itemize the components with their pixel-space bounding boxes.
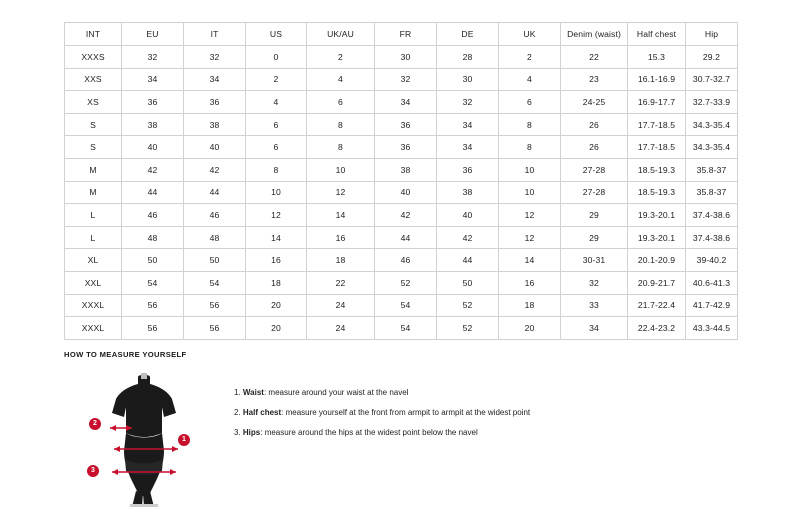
cell-fr: 34 — [375, 91, 437, 114]
cell-uk: 14 — [499, 249, 561, 272]
cell-de: 52 — [437, 317, 499, 340]
cell-denim-waist: 29 — [561, 204, 628, 227]
cell-uk: 8 — [499, 113, 561, 136]
cell-hip: 39-40.2 — [686, 249, 738, 272]
cell-denim-waist: 22 — [561, 46, 628, 69]
cell-eu: 32 — [122, 46, 184, 69]
cell-denim-waist: 23 — [561, 68, 628, 91]
cell-half-chest: 20.1-20.9 — [628, 249, 686, 272]
cell-uk-au: 24 — [307, 294, 375, 317]
cell-int: XXXS — [65, 46, 122, 69]
cell-de: 42 — [437, 226, 499, 249]
cell-de: 36 — [437, 158, 499, 181]
cell-denim-waist: 29 — [561, 226, 628, 249]
instruction-number: 1. — [234, 388, 241, 397]
cell-fr: 40 — [375, 181, 437, 204]
table-row — [65, 113, 738, 136]
cell-eu: 40 — [122, 136, 184, 159]
cell-eu: 56 — [122, 317, 184, 340]
cell-hip: 32.7-33.9 — [686, 91, 738, 114]
cell-de: 32 — [437, 91, 499, 114]
cell-eu: 54 — [122, 271, 184, 294]
cell-uk: 8 — [499, 136, 561, 159]
instruction-term: Waist — [242, 388, 264, 397]
column-header-eu: EU — [122, 23, 184, 46]
cell-hip: 29.2 — [686, 46, 738, 69]
how-to-measure-body — [64, 369, 744, 508]
cell-de: 52 — [437, 294, 499, 317]
cell-uk-au: 4 — [307, 68, 375, 91]
how-to-measure-title: HOW TO MEASURE YOURSELF — [64, 350, 187, 359]
cell-half-chest: 18.5-19.3 — [628, 158, 686, 181]
table-row — [65, 158, 738, 181]
table-row — [65, 46, 738, 69]
cell-eu: 44 — [122, 181, 184, 204]
cell-us: 20 — [246, 294, 307, 317]
cell-uk: 4 — [499, 68, 561, 91]
cell-uk-au: 12 — [307, 181, 375, 204]
list-item — [234, 403, 530, 423]
cell-uk-au: 14 — [307, 204, 375, 227]
cell-it: 48 — [184, 226, 246, 249]
column-header-uk: UK — [499, 23, 561, 46]
table-row — [65, 294, 738, 317]
cell-int: M — [65, 181, 122, 204]
cell-denim-waist: 24-25 — [561, 91, 628, 114]
instruction-term: Half chest — [242, 408, 282, 417]
cell-denim-waist: 33 — [561, 294, 628, 317]
cell-de: 50 — [437, 271, 499, 294]
cell-hip: 41.7-42.9 — [686, 294, 738, 317]
column-header-us: US — [246, 23, 307, 46]
cell-fr: 46 — [375, 249, 437, 272]
cell-denim-waist: 26 — [561, 113, 628, 136]
cell-us: 8 — [246, 158, 307, 181]
cell-hip: 34.3-35.4 — [686, 113, 738, 136]
cell-fr: 54 — [375, 317, 437, 340]
column-header-fr: FR — [375, 23, 437, 46]
cell-denim-waist: 26 — [561, 136, 628, 159]
how-to-measure-section — [64, 350, 744, 508]
column-header-int: INT — [65, 23, 122, 46]
cell-uk: 10 — [499, 181, 561, 204]
cell-us: 16 — [246, 249, 307, 272]
cell-uk: 12 — [499, 204, 561, 227]
cell-it: 46 — [184, 204, 246, 227]
cell-fr: 44 — [375, 226, 437, 249]
cell-half-chest: 18.5-19.3 — [628, 181, 686, 204]
measurement-badge-3: 3 — [87, 465, 99, 477]
cell-hip: 40.6-41.3 — [686, 271, 738, 294]
cell-int: XXXL — [65, 294, 122, 317]
column-header-de: DE — [437, 23, 499, 46]
cell-int: XXS — [65, 68, 122, 91]
column-header-half-chest: Half chest — [628, 23, 686, 46]
cell-de: 38 — [437, 181, 499, 204]
table-row — [65, 271, 738, 294]
cell-uk-au: 16 — [307, 226, 375, 249]
column-header-denim-waist: Denim (waist) — [561, 23, 628, 46]
cell-uk: 16 — [499, 271, 561, 294]
cell-eu: 56 — [122, 294, 184, 317]
cell-int: XXXL — [65, 317, 122, 340]
cell-hip: 43.3-44.5 — [686, 317, 738, 340]
cell-denim-waist: 30-31 — [561, 249, 628, 272]
cell-fr: 38 — [375, 158, 437, 181]
cell-hip: 34.3-35.4 — [686, 136, 738, 159]
cell-denim-waist: 27-28 — [561, 158, 628, 181]
cell-it: 32 — [184, 46, 246, 69]
instruction-term: Hips — [242, 428, 261, 437]
table-row — [65, 249, 738, 272]
cell-us: 20 — [246, 317, 307, 340]
cell-eu: 42 — [122, 158, 184, 181]
column-header-it: IT — [184, 23, 246, 46]
cell-fr: 32 — [375, 68, 437, 91]
cell-int: L — [65, 204, 122, 227]
cell-it: 54 — [184, 271, 246, 294]
cell-us: 10 — [246, 181, 307, 204]
table-row — [65, 68, 738, 91]
table-row — [65, 181, 738, 204]
cell-de: 28 — [437, 46, 499, 69]
cell-de: 30 — [437, 68, 499, 91]
table-row — [65, 317, 738, 340]
cell-us: 2 — [246, 68, 307, 91]
cell-us: 14 — [246, 226, 307, 249]
cell-eu: 48 — [122, 226, 184, 249]
cell-half-chest: 17.7-18.5 — [628, 113, 686, 136]
cell-uk: 12 — [499, 226, 561, 249]
cell-uk: 6 — [499, 91, 561, 114]
cell-it: 38 — [184, 113, 246, 136]
cell-fr: 54 — [375, 294, 437, 317]
instruction-text: : measure around the hips at the widest point below the navel — [260, 428, 478, 437]
instruction-number: 3. — [234, 428, 241, 437]
cell-half-chest: 19.3-20.1 — [628, 226, 686, 249]
cell-uk-au: 8 — [307, 136, 375, 159]
cell-fr: 52 — [375, 271, 437, 294]
cell-it: 40 — [184, 136, 246, 159]
instruction-number: 2. — [234, 408, 241, 417]
cell-denim-waist: 34 — [561, 317, 628, 340]
cell-half-chest: 22.4-23.2 — [628, 317, 686, 340]
cell-eu: 38 — [122, 113, 184, 136]
cell-uk-au: 2 — [307, 46, 375, 69]
cell-int: XL — [65, 249, 122, 272]
cell-uk: 2 — [499, 46, 561, 69]
cell-it: 50 — [184, 249, 246, 272]
table-row — [65, 226, 738, 249]
size-chart — [64, 22, 735, 340]
cell-de: 40 — [437, 204, 499, 227]
measurement-badge-1: 1 — [178, 434, 190, 446]
cell-uk: 18 — [499, 294, 561, 317]
cell-denim-waist: 27-28 — [561, 181, 628, 204]
column-header-hip: Hip — [686, 23, 738, 46]
cell-uk: 20 — [499, 317, 561, 340]
cell-hip: 35.8-37 — [686, 181, 738, 204]
cell-us: 4 — [246, 91, 307, 114]
cell-half-chest: 19.3-20.1 — [628, 204, 686, 227]
measurement-instructions-list — [234, 383, 530, 443]
list-item — [234, 383, 530, 403]
cell-half-chest: 20.9-21.7 — [628, 271, 686, 294]
column-header-uk-au: UK/AU — [307, 23, 375, 46]
measurement-badge-2: 2 — [89, 418, 101, 430]
cell-denim-waist: 32 — [561, 271, 628, 294]
cell-hip: 30.7-32.7 — [686, 68, 738, 91]
cell-uk-au: 22 — [307, 271, 375, 294]
cell-uk-au: 18 — [307, 249, 375, 272]
cell-it: 44 — [184, 181, 246, 204]
table-row — [65, 91, 738, 114]
cell-int: M — [65, 158, 122, 181]
cell-it: 36 — [184, 91, 246, 114]
cell-half-chest: 15.3 — [628, 46, 686, 69]
size-chart-table — [64, 22, 738, 340]
mannequin-illustration — [92, 373, 212, 508]
cell-us: 0 — [246, 46, 307, 69]
cell-uk-au: 8 — [307, 113, 375, 136]
cell-eu: 34 — [122, 68, 184, 91]
cell-half-chest: 21.7-22.4 — [628, 294, 686, 317]
cell-int: S — [65, 136, 122, 159]
cell-int: L — [65, 226, 122, 249]
cell-fr: 30 — [375, 46, 437, 69]
cell-int: S — [65, 113, 122, 136]
cell-us: 6 — [246, 113, 307, 136]
cell-us: 12 — [246, 204, 307, 227]
table-header-row — [65, 23, 738, 46]
cell-fr: 36 — [375, 113, 437, 136]
cell-half-chest: 16.1-16.9 — [628, 68, 686, 91]
instruction-text: : measure yourself at the front from armpit to armpit at the widest point — [281, 408, 531, 417]
cell-hip: 35.8-37 — [686, 158, 738, 181]
cell-de: 44 — [437, 249, 499, 272]
cell-uk-au: 24 — [307, 317, 375, 340]
list-item — [234, 423, 530, 443]
cell-fr: 36 — [375, 136, 437, 159]
cell-eu: 50 — [122, 249, 184, 272]
measurement-figure — [92, 373, 212, 508]
cell-int: XXL — [65, 271, 122, 294]
cell-it: 56 — [184, 294, 246, 317]
cell-de: 34 — [437, 113, 499, 136]
cell-uk: 10 — [499, 158, 561, 181]
cell-us: 18 — [246, 271, 307, 294]
cell-eu: 46 — [122, 204, 184, 227]
cell-hip: 37.4-38.6 — [686, 226, 738, 249]
cell-uk-au: 6 — [307, 91, 375, 114]
cell-it: 56 — [184, 317, 246, 340]
cell-hip: 37.4-38.6 — [686, 204, 738, 227]
table-row — [65, 136, 738, 159]
cell-fr: 42 — [375, 204, 437, 227]
table-row — [65, 204, 738, 227]
cell-eu: 36 — [122, 91, 184, 114]
cell-de: 34 — [437, 136, 499, 159]
cell-half-chest: 17.7-18.5 — [628, 136, 686, 159]
cell-it: 42 — [184, 158, 246, 181]
cell-us: 6 — [246, 136, 307, 159]
instruction-text: : measure around your waist at the navel — [263, 388, 409, 397]
cell-it: 34 — [184, 68, 246, 91]
cell-half-chest: 16.9-17.7 — [628, 91, 686, 114]
cell-uk-au: 10 — [307, 158, 375, 181]
cell-int: XS — [65, 91, 122, 114]
